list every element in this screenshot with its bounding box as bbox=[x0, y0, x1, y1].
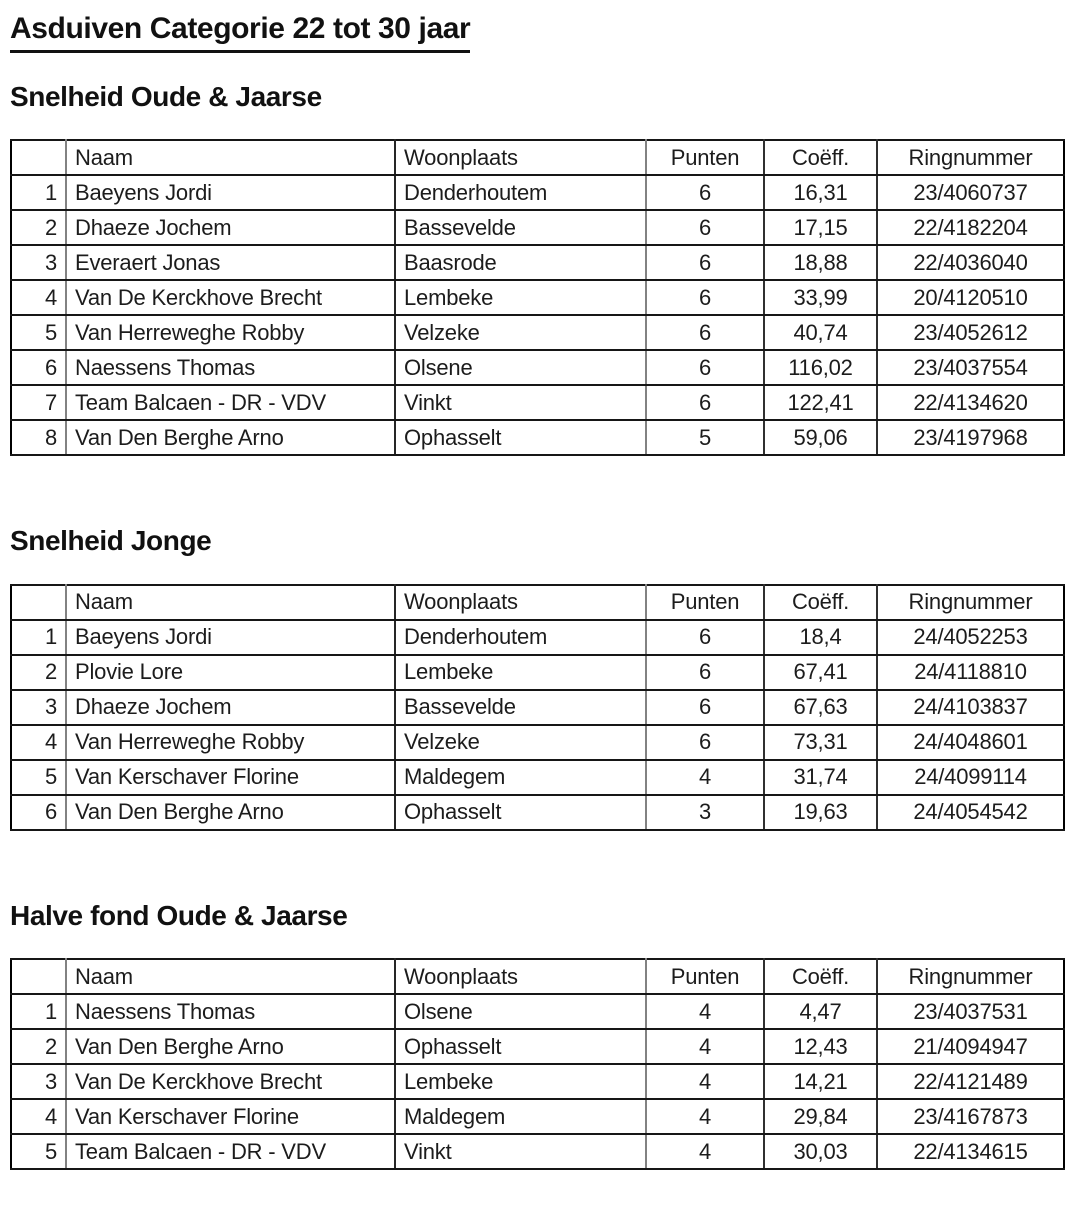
ringnummer-cell: 24/4118810 bbox=[877, 655, 1064, 690]
table-row bbox=[11, 315, 1064, 350]
table-row bbox=[11, 245, 1064, 280]
table-row bbox=[11, 1099, 1064, 1134]
ringnummer-cell: 23/4167873 bbox=[877, 1099, 1064, 1134]
coeff-cell: 12,43 bbox=[764, 1029, 877, 1064]
rank-cell: 4 bbox=[11, 280, 66, 315]
punten-cell: 4 bbox=[646, 1099, 764, 1134]
table-body bbox=[11, 620, 1064, 830]
header-rank bbox=[11, 959, 66, 994]
rank-cell: 2 bbox=[11, 210, 66, 245]
punten-cell: 4 bbox=[646, 1029, 764, 1064]
woonplaats-cell: Baasrode bbox=[395, 245, 646, 280]
woonplaats-cell: Ophasselt bbox=[395, 1029, 646, 1064]
ringnummer-cell: 23/4060737 bbox=[877, 175, 1064, 210]
ringnummer-cell: 23/4197968 bbox=[877, 420, 1064, 455]
header-naam: Naam bbox=[66, 959, 395, 994]
results-table bbox=[10, 584, 1065, 831]
punten-cell: 6 bbox=[646, 385, 764, 420]
name-cell: Team Balcaen - DR - VDV bbox=[66, 1134, 395, 1169]
rank-cell: 5 bbox=[11, 315, 66, 350]
name-cell: Baeyens Jordi bbox=[66, 175, 395, 210]
name-cell: Van Kerschaver Florine bbox=[66, 760, 395, 795]
coeff-cell: 67,41 bbox=[764, 655, 877, 690]
punten-cell: 3 bbox=[646, 795, 764, 830]
coeff-cell: 59,06 bbox=[764, 420, 877, 455]
header-woonplaats: Woonplaats bbox=[395, 585, 646, 620]
coeff-cell: 73,31 bbox=[764, 725, 877, 760]
table-header bbox=[11, 140, 1064, 175]
punten-cell: 4 bbox=[646, 1134, 764, 1169]
rank-cell: 4 bbox=[11, 1099, 66, 1134]
rank-cell: 5 bbox=[11, 760, 66, 795]
name-cell: Plovie Lore bbox=[66, 655, 395, 690]
header-punten: Punten bbox=[646, 959, 764, 994]
woonplaats-cell: Ophasselt bbox=[395, 795, 646, 830]
name-cell: Baeyens Jordi bbox=[66, 620, 395, 655]
coeff-cell: 30,03 bbox=[764, 1134, 877, 1169]
woonplaats-cell: Lembeke bbox=[395, 280, 646, 315]
table-row bbox=[11, 385, 1064, 420]
section-heading: Snelheid Jonge bbox=[10, 525, 212, 557]
header-rank bbox=[11, 585, 66, 620]
header-ringnummer: Ringnummer bbox=[877, 585, 1064, 620]
header-ringnummer: Ringnummer bbox=[877, 959, 1064, 994]
woonplaats-cell: Bassevelde bbox=[395, 690, 646, 725]
table-row bbox=[11, 280, 1064, 315]
rank-cell: 5 bbox=[11, 1134, 66, 1169]
woonplaats-cell: Bassevelde bbox=[395, 210, 646, 245]
table-row bbox=[11, 1134, 1064, 1169]
section-snelheid-oude-jaarse bbox=[10, 80, 1068, 457]
name-cell: Van De Kerckhove Brecht bbox=[66, 1064, 395, 1099]
name-cell: Naessens Thomas bbox=[66, 994, 395, 1029]
name-cell: Van Kerschaver Florine bbox=[66, 1099, 395, 1134]
punten-cell: 6 bbox=[646, 210, 764, 245]
table-row bbox=[11, 760, 1064, 795]
punten-cell: 4 bbox=[646, 1064, 764, 1099]
table-row bbox=[11, 210, 1064, 245]
coeff-cell: 16,31 bbox=[764, 175, 877, 210]
punten-cell: 6 bbox=[646, 655, 764, 690]
ringnummer-cell: 22/4182204 bbox=[877, 210, 1064, 245]
name-cell: Van Den Berghe Arno bbox=[66, 420, 395, 455]
punten-cell: 5 bbox=[646, 420, 764, 455]
ringnummer-cell: 22/4134615 bbox=[877, 1134, 1064, 1169]
table-row bbox=[11, 795, 1064, 830]
punten-cell: 6 bbox=[646, 690, 764, 725]
woonplaats-cell: Lembeke bbox=[395, 655, 646, 690]
coeff-cell: 122,41 bbox=[764, 385, 877, 420]
rank-cell: 2 bbox=[11, 655, 66, 690]
rank-cell: 1 bbox=[11, 620, 66, 655]
rank-cell: 1 bbox=[11, 175, 66, 210]
woonplaats-cell: Olsene bbox=[395, 994, 646, 1029]
punten-cell: 4 bbox=[646, 760, 764, 795]
header-rank bbox=[11, 140, 66, 175]
rank-cell: 3 bbox=[11, 690, 66, 725]
results-table bbox=[10, 958, 1065, 1170]
table-row bbox=[11, 725, 1064, 760]
name-cell: Naessens Thomas bbox=[66, 350, 395, 385]
ringnummer-cell: 24/4103837 bbox=[877, 690, 1064, 725]
punten-cell: 6 bbox=[646, 280, 764, 315]
header-row bbox=[11, 959, 1064, 994]
coeff-cell: 4,47 bbox=[764, 994, 877, 1029]
punten-cell: 6 bbox=[646, 620, 764, 655]
name-cell: Dhaeze Jochem bbox=[66, 210, 395, 245]
section-snelheid-jonge bbox=[10, 524, 1068, 831]
table-header bbox=[11, 585, 1064, 620]
name-cell: Dhaeze Jochem bbox=[66, 690, 395, 725]
header-naam: Naam bbox=[66, 585, 395, 620]
coeff-cell: 40,74 bbox=[764, 315, 877, 350]
table-row bbox=[11, 690, 1064, 725]
name-cell: Van Den Berghe Arno bbox=[66, 1029, 395, 1064]
table-body bbox=[11, 175, 1064, 455]
woonplaats-cell: Vinkt bbox=[395, 385, 646, 420]
coeff-cell: 18,88 bbox=[764, 245, 877, 280]
table-body bbox=[11, 994, 1064, 1169]
name-cell: Van Herreweghe Robby bbox=[66, 725, 395, 760]
table-row bbox=[11, 620, 1064, 655]
coeff-cell: 29,84 bbox=[764, 1099, 877, 1134]
section-halve-fond-oude-jaarse bbox=[10, 899, 1068, 1171]
header-punten: Punten bbox=[646, 585, 764, 620]
rank-cell: 6 bbox=[11, 795, 66, 830]
woonplaats-cell: Vinkt bbox=[395, 1134, 646, 1169]
name-cell: Van Herreweghe Robby bbox=[66, 315, 395, 350]
coeff-cell: 18,4 bbox=[764, 620, 877, 655]
header-coeff: Coëff. bbox=[764, 585, 877, 620]
ringnummer-cell: 23/4037554 bbox=[877, 350, 1064, 385]
name-cell: Team Balcaen - DR - VDV bbox=[66, 385, 395, 420]
coeff-cell: 14,21 bbox=[764, 1064, 877, 1099]
ringnummer-cell: 22/4134620 bbox=[877, 385, 1064, 420]
table-row bbox=[11, 1064, 1064, 1099]
coeff-cell: 31,74 bbox=[764, 760, 877, 795]
punten-cell: 6 bbox=[646, 245, 764, 280]
woonplaats-cell: Olsene bbox=[395, 350, 646, 385]
header-naam: Naam bbox=[66, 140, 395, 175]
coeff-cell: 19,63 bbox=[764, 795, 877, 830]
section-heading: Halve fond Oude & Jaarse bbox=[10, 899, 348, 931]
punten-cell: 6 bbox=[646, 175, 764, 210]
punten-cell: 6 bbox=[646, 725, 764, 760]
section-heading: Snelheid Oude & Jaarse bbox=[10, 80, 322, 112]
woonplaats-cell: Lembeke bbox=[395, 1064, 646, 1099]
ringnummer-cell: 24/4048601 bbox=[877, 725, 1064, 760]
header-ringnummer: Ringnummer bbox=[877, 140, 1064, 175]
name-cell: Everaert Jonas bbox=[66, 245, 395, 280]
ringnummer-cell: 24/4054542 bbox=[877, 795, 1064, 830]
woonplaats-cell: Ophasselt bbox=[395, 420, 646, 455]
name-cell: Van Den Berghe Arno bbox=[66, 795, 395, 830]
rank-cell: 7 bbox=[11, 385, 66, 420]
woonplaats-cell: Maldegem bbox=[395, 760, 646, 795]
results-table bbox=[10, 139, 1065, 456]
table-row bbox=[11, 1029, 1064, 1064]
ringnummer-cell: 21/4094947 bbox=[877, 1029, 1064, 1064]
name-cell: Van De Kerckhove Brecht bbox=[66, 280, 395, 315]
coeff-cell: 17,15 bbox=[764, 210, 877, 245]
woonplaats-cell: Maldegem bbox=[395, 1099, 646, 1134]
woonplaats-cell: Velzeke bbox=[395, 315, 646, 350]
ringnummer-cell: 20/4120510 bbox=[877, 280, 1064, 315]
woonplaats-cell: Velzeke bbox=[395, 725, 646, 760]
table-row bbox=[11, 994, 1064, 1029]
rank-cell: 4 bbox=[11, 725, 66, 760]
rank-cell: 1 bbox=[11, 994, 66, 1029]
header-woonplaats: Woonplaats bbox=[395, 140, 646, 175]
punten-cell: 6 bbox=[646, 315, 764, 350]
rank-cell: 6 bbox=[11, 350, 66, 385]
table-header bbox=[11, 959, 1064, 994]
woonplaats-cell: Denderhoutem bbox=[395, 175, 646, 210]
coeff-cell: 33,99 bbox=[764, 280, 877, 315]
table-row bbox=[11, 175, 1064, 210]
ringnummer-cell: 24/4052253 bbox=[877, 620, 1064, 655]
rank-cell: 3 bbox=[11, 245, 66, 280]
ringnummer-cell: 22/4036040 bbox=[877, 245, 1064, 280]
table-row bbox=[11, 420, 1064, 455]
ringnummer-cell: 22/4121489 bbox=[877, 1064, 1064, 1099]
header-punten: Punten bbox=[646, 140, 764, 175]
rank-cell: 3 bbox=[11, 1064, 66, 1099]
ringnummer-cell: 24/4099114 bbox=[877, 760, 1064, 795]
woonplaats-cell: Denderhoutem bbox=[395, 620, 646, 655]
table-row bbox=[11, 350, 1064, 385]
header-row bbox=[11, 140, 1064, 175]
rank-cell: 8 bbox=[11, 420, 66, 455]
punten-cell: 6 bbox=[646, 350, 764, 385]
header-coeff: Coëff. bbox=[764, 959, 877, 994]
header-row bbox=[11, 585, 1064, 620]
coeff-cell: 67,63 bbox=[764, 690, 877, 725]
header-woonplaats: Woonplaats bbox=[395, 959, 646, 994]
rank-cell: 2 bbox=[11, 1029, 66, 1064]
page-title: Asduiven Categorie 22 tot 30 jaar bbox=[10, 10, 470, 53]
header-coeff: Coëff. bbox=[764, 140, 877, 175]
ringnummer-cell: 23/4052612 bbox=[877, 315, 1064, 350]
punten-cell: 4 bbox=[646, 994, 764, 1029]
ringnummer-cell: 23/4037531 bbox=[877, 994, 1064, 1029]
coeff-cell: 116,02 bbox=[764, 350, 877, 385]
table-row bbox=[11, 655, 1064, 690]
